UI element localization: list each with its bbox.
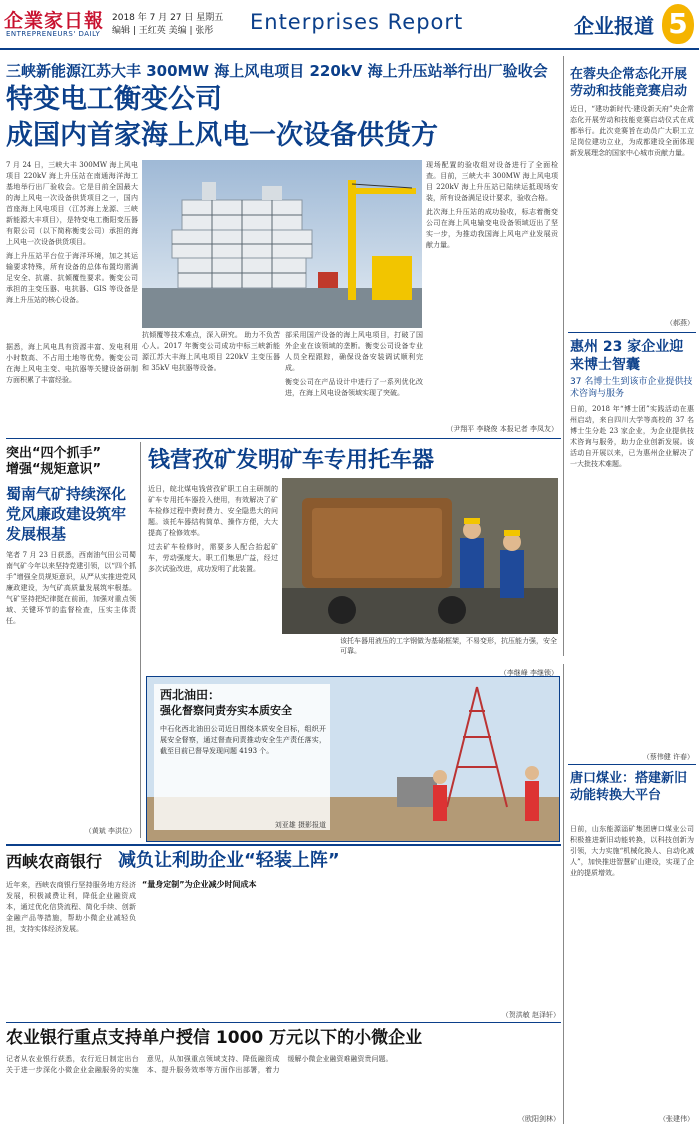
offshore-substation-photo <box>142 160 422 328</box>
story3-body-end <box>148 636 278 676</box>
story2-body <box>6 550 136 812</box>
story2-paragraph: 笔者 7 月 23 日获悉，西南油气田公司蜀南气矿今年以来坚持党建引领，以“四个抓手”增强全员规矩意识，从严从实推进党风廉政建设，为气矿高质量发展筑牢根基。气矿坚持把纪律挺在前面，加强对重点领域、关键环节的监督检查，压实主体责任。 <box>6 551 136 625</box>
lead-paragraph: 衡变公司在产品设计中进行了一系列优化改进，在海上风电设备领域实现了突破。 <box>285 378 423 397</box>
lead-byline: （尹翔平 李晓俊 本报记者 李凤友） <box>446 425 558 433</box>
lead-body-col2 <box>142 330 280 440</box>
story4-title: 西北油田： <box>160 688 221 702</box>
story3-body <box>148 484 278 634</box>
story2-byline: （黄斌 李洪位） <box>84 827 136 835</box>
story3-headline: 钱营孜矿发明矿车专用托车器 <box>148 448 435 473</box>
story6-body: 记者从农业银行获悉，农行近日制定出台关于进一步深化小微企业金融服务的实施意见，从加强重点领域支持、降低融资成本、提升服务效率等方面作出部署，着力缓解小微企业融资难融资贵问题。 <box>6 1055 393 1074</box>
story4-body: 中石化西北油田公司近日围绕本质安全目标，组织开展安全督察，通过督查问责推动安全生产责任落实，截至目前已督导发现问题 4193 个。 <box>160 725 326 755</box>
section-title: 企业报道 <box>574 14 654 38</box>
story5-body-col1: 近年来，西峡农商银行坚持服务地方经济发展，积极减费让利，降低企业融资成本，通过优化信贷流程、简化手续、创新金融产品等措施，帮助小微企业减轻负担，支持实体经济发展。 <box>6 881 136 933</box>
lead-kicker: 三峡新能源江苏大丰 300MW 海上风电项目 220kV 海上升压站举行出厂验收会 <box>6 62 548 80</box>
story4-photo-credit: 刘亚雄 摄影报道 <box>274 821 326 829</box>
lead-paragraph: 7 月 24 日，三峡大丰 300MW 海上风电项目 220kV 海上升压站在南通海洋海工基地举行出厂验收会。它是目前全国最大的海上风电一次设备供货项目之一，国内首座海上风电项目（江苏海上龙源、三峡新能源大丰项目），是特变电工衡阳变压器有限公司（以下简称衡变公司）承担的海上风电一次设备供货项目。 <box>6 161 138 246</box>
section-rule <box>568 764 696 765</box>
lead-paragraph: 抗倾覆等技术难点，深入研究。 助力不负苦心人。2017 年衡变公司成功中标三峡新能源江苏大丰海上风电项目 220kV 主变压器和 35kV 电抗器等设备。 <box>142 331 280 372</box>
story5-headline-left: 西峡农商银行 <box>6 852 103 871</box>
story3-paragraph: 过去矿车检修时，需要多人配合抬起矿车，劳动强度大。职工们集思广益，经过多次试验改进，成功发明了此装置。 <box>148 543 278 573</box>
section-rule <box>6 438 561 439</box>
story5-byline: （贺洪敏 赵泽轩） <box>501 1011 560 1019</box>
right1-body: 近日，“建功新时代·建设新天府”央企常态化开展劳动和技能竞赛启动仪式在成都举行。此次竞赛旨在动员广大职工立足岗位建功立业，为成都建设全面体现新发展理念的国家中心城市贡献力量。 <box>570 105 694 157</box>
right2-headline: 惠州 23 家企业迎来博士智囊 <box>570 339 684 373</box>
lead-body-col3 <box>285 330 423 440</box>
lead-paragraph: 现场配置的验收组对设备进行了全面检查。目前，三峡大丰 300MW 海上风电项目 220kV 海上升压站已陆续运抵现场安装，所有设备满足设计要求，验收合格。 <box>426 161 558 202</box>
lead-body-col1 <box>6 160 138 340</box>
story5-headline-right: 减负让利助企业“轻装上阵” <box>118 850 340 871</box>
right1-headline: 在蓉央企常态化开展劳动和技能竞赛启动 <box>570 67 688 99</box>
lead-paragraph: 海上升压站平台位于海洋环境，加之其运输要求特殊，所有设备的总体布置均需满足安全、抗震、抗倾覆性要求。衡变公司承担的主变压器、电抗器、GIS 等设备是海上升压站的核心设备。 <box>6 252 138 304</box>
lead-body-col4 <box>426 160 558 422</box>
lead-paragraph: 部采用国产设备的海上风电项目，打破了国外企业在该领域的垄断。衡变公司设备专业人员全程跟踪，确保设备安装调试顺利完成。 <box>285 331 423 372</box>
lead-paragraph: 据悉，海上风电具有资源丰富、发电利用小时数高、不占用土地等优势。衡变公司在海上风电主变、电抗器等关键设备研制方面积累了丰富经验。 <box>6 343 138 384</box>
column-divider <box>563 56 564 656</box>
right2-subheadline: 37 名博士生到该市企业提供技术咨询与服务 <box>570 377 693 399</box>
column-divider <box>563 664 564 1124</box>
story4-subtitle: 强化督察问责夯实本质安全 <box>160 704 292 717</box>
section-rule <box>568 332 696 333</box>
story5-body-col2 <box>142 880 280 1018</box>
section-title-english: Enterprises Report <box>250 10 464 34</box>
newspaper-logo-english: ENTREPRENEURS' DAILY <box>6 30 101 38</box>
issue-date: 2018 年 7 月 27 日 星期五 <box>112 13 224 23</box>
story2-kicker-line1: 突出“四个抓手” <box>6 446 102 461</box>
mine-workers-photo <box>282 478 558 634</box>
lead-headline-line1: 特变电工衡变公司 <box>6 84 222 115</box>
story6-byline: （欧阳剑林） <box>518 1115 560 1123</box>
right1-byline: （郝燕） <box>666 319 694 327</box>
lead-headline <box>6 82 561 154</box>
right2-byline: （蔡伟健 许春） <box>642 753 694 761</box>
story3-byline: （李继峰 李继锁） <box>499 669 558 677</box>
newspaper-logo: 企業家日報 <box>4 10 105 32</box>
story5-body-col3 <box>285 880 561 1008</box>
right3-body: 日前，山东能源淄矿集团唐口煤业公司积极推进新旧动能转换，以科技创新为引领，大力实施“机械化换人、自动化减人”，加快推进智慧矿山建设，实现了企业的提质增效。 <box>570 825 694 877</box>
page-number-badge: 5 <box>662 4 694 44</box>
story3-photo-caption: 该托车器用液压的工字钢做为基础框架，不易变形，抗压能力强，安全可靠。 <box>340 637 557 655</box>
issue-editors: 编辑 | 王红英 美编 | 张彤 <box>112 26 214 36</box>
story6-headline: 农业银行重点支持单户授信 1000 万元以下的小微企业 <box>6 1028 423 1048</box>
issue-info <box>112 12 223 38</box>
lead-paragraph: 此次海上升压站的成功验收，标志着衡变公司在海上风电输变电设备领域迈出了坚实一步，为推动我国海上风电产业发展贡献力量。 <box>426 208 558 249</box>
right2-body: 日前，2018 年“博士团”实践活动在惠州启动，来自四川大学等高校的 37 名博士生分赴 23 家企业，为企业提供技术咨询与服务，助力企业创新发展。该活动自开展以来，已为惠州企业解决了一大批技术难题。 <box>570 405 694 468</box>
story2-kicker-line2: 增强“规矩意识” <box>6 461 102 477</box>
story5-subhead: “量身定制”为企业减少时间成本 <box>142 880 257 889</box>
section-rule <box>6 1022 561 1023</box>
lead-headline-line2: 成国内首家海上风电一次设备供货方 <box>6 120 438 151</box>
column-divider <box>140 442 141 838</box>
story2-headline: 蜀南气矿持续深化党风廉政建设筑牢发展根基 <box>6 485 127 543</box>
section-rule <box>6 844 561 846</box>
story3-paragraph: 近日，皖北煤电钱营孜矿职工自主研制的矿车专用托车器投入使用，有效解决了矿车检修过程中费时费力、安全隐患大的问题。该托车器结构简单、操作方便，大大提高了检修效率。 <box>148 485 278 537</box>
story2-kicker <box>6 446 136 477</box>
right3-headline: 唐口煤业：搭建新旧动能转换大平台 <box>570 771 688 803</box>
lead-body-col1c <box>6 342 138 434</box>
right3-byline: （张建伟） <box>659 1115 694 1123</box>
